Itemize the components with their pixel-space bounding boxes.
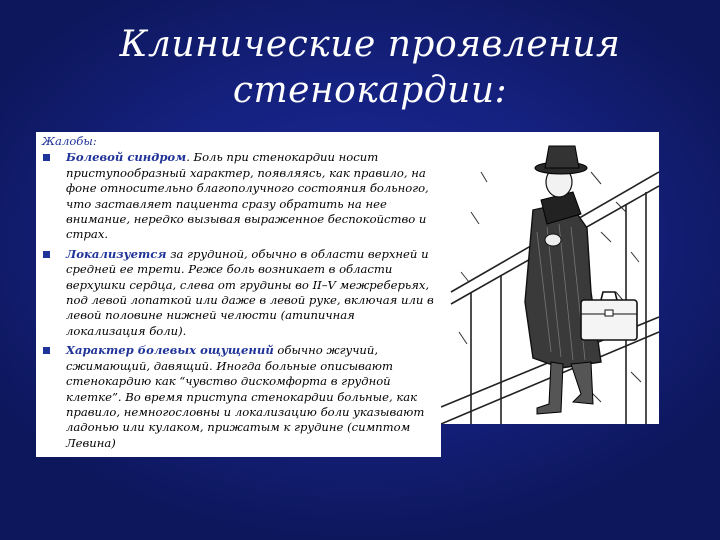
coat-shape (525, 202, 601, 368)
square-bullet-icon (42, 343, 66, 451)
hand-on-chest (545, 234, 561, 246)
hat-crown (545, 146, 579, 168)
bullet-item (42, 150, 435, 242)
man-on-stairs-icon (441, 132, 659, 424)
bullet-body: обычно жгучий, сжимающий, давящий. Иногда больные описывают стенокардию как “чувство дискомфорта в грудной клетке”. Во время приступа стенокардии больные, как правило, немногословны и локализацию боли указывают ладонью или кулаком, прижатым к грудине (симптом Левина) (66, 343, 425, 450)
square-bullet-icon (42, 150, 66, 242)
bullet-text (66, 247, 435, 339)
content-text-block (36, 132, 441, 457)
complaints-heading: Жалобы: (42, 134, 97, 148)
bullet-item (42, 343, 435, 451)
bullet-body: за грудиной, обычно в области верхней и средней ее трети. Реже боль возникает в области верхушки сердца, слева от грудины во II–V межреберьях, под левой лопаткой или даже в левой руке, включая или в левой половине нижней челюсти (атипичная локализация боли). (66, 246, 434, 338)
bullet-lead: Характер болевых ощущений (66, 343, 274, 358)
bullet-text (66, 343, 435, 451)
square-bullet-icon (42, 247, 66, 339)
briefcase (581, 300, 637, 340)
bullet-item (42, 247, 435, 339)
slide-title (80, 22, 660, 114)
title-line-2: стенокардии: (232, 70, 508, 111)
title-line-1: Клинические проявления (119, 24, 621, 65)
bullet-lead: Болевой синдром (66, 150, 187, 165)
illustration-man-on-stairs (441, 132, 659, 424)
bullet-text (66, 150, 435, 242)
bullet-body: . Боль при стенокардии носит приступообразный характер, появляясь, как правило, на фоне относительно благополучного состояния больного, что заставляет пациента сразу обратить на нее внимание, нередко вызывая выраженное беспокойство и страх. (66, 150, 429, 242)
bullet-lead: Локализуется (66, 246, 167, 261)
